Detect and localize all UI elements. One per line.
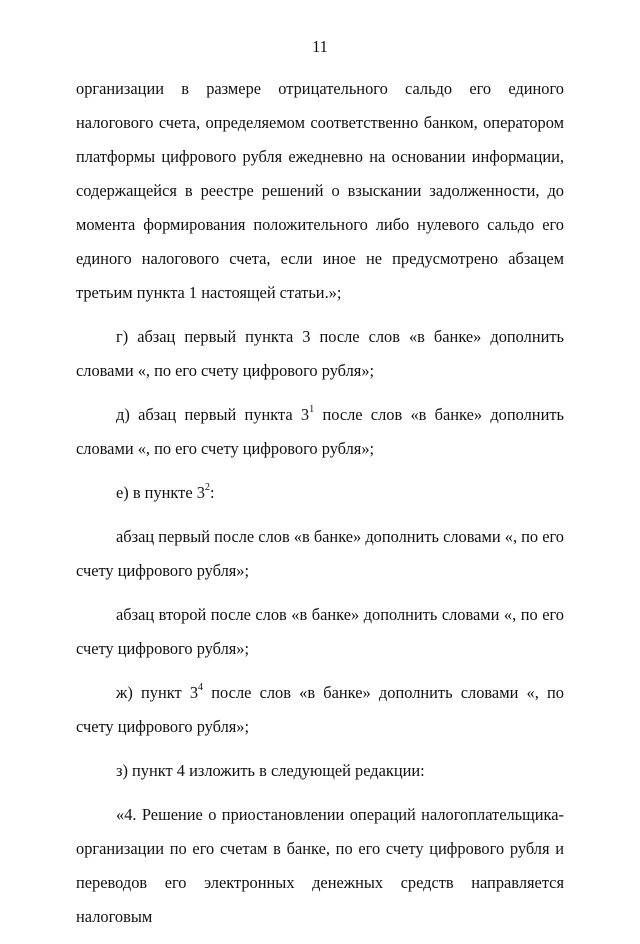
paragraph-item-zh (76, 676, 564, 744)
paragraph-item-g: г) абзац первый пункта 3 после слов «в банке» дополнить словами «, по его счету цифрового рубля»; (76, 327, 564, 380)
paragraph-item-e (76, 476, 564, 510)
paragraph-abzac-first: абзац первый после слов «в банке» дополнить словами «, по его счету цифрового рубля»; (76, 527, 564, 580)
paragraph-abzac-second: абзац второй после слов «в банке» дополнить словами «, по его счету цифрового рубля»; (76, 605, 564, 658)
paragraph-item-zh-text: ж) пункт 3 (116, 683, 199, 702)
page-number: 11 (312, 37, 328, 56)
paragraph-item-d-text: д) абзац первый пункта 3 (116, 405, 310, 424)
paragraph-item-z: з) пункт 4 изложить в следующей редакции: (116, 761, 425, 780)
paragraph-continuation: организации в размере отрицательного сальдо его единого налогового счета, определяемом соответственно банком, оператором платформы цифрового рубля ежедневно на основании информации, содержащейся в реестре решений о взыскании задолженности, до момента формирования положительного либо нулевого сальдо его единого налогового счета, если иное не предусмотрено абзацем третьим пункта 1 настоящей статьи.»; (76, 79, 564, 302)
paragraph-item-d-text-rest: после слов «в банке» дополнить словами «, по его счету цифрового рубля»; (76, 405, 564, 458)
superscript-index: 4 (198, 682, 204, 694)
superscript-index: 1 (309, 404, 315, 416)
superscript-index: 2 (204, 482, 210, 494)
paragraph-item-d (76, 398, 564, 466)
paragraph-item-e-text: е) в пункте 3 (116, 483, 205, 502)
paragraph-point-4: «4. Решение о приостановлении операций налогоплательщика-организации по его счетам в банке, по его счету цифрового рубля и переводов его электронных денежных средств направляется налоговым (76, 805, 564, 926)
document-body (76, 72, 564, 944)
paragraph-item-zh-text-rest: после слов «в банке» дополнить словами «, по счету цифрового рубля»; (76, 683, 564, 736)
paragraph-item-e-text-rest: : (209, 483, 215, 502)
